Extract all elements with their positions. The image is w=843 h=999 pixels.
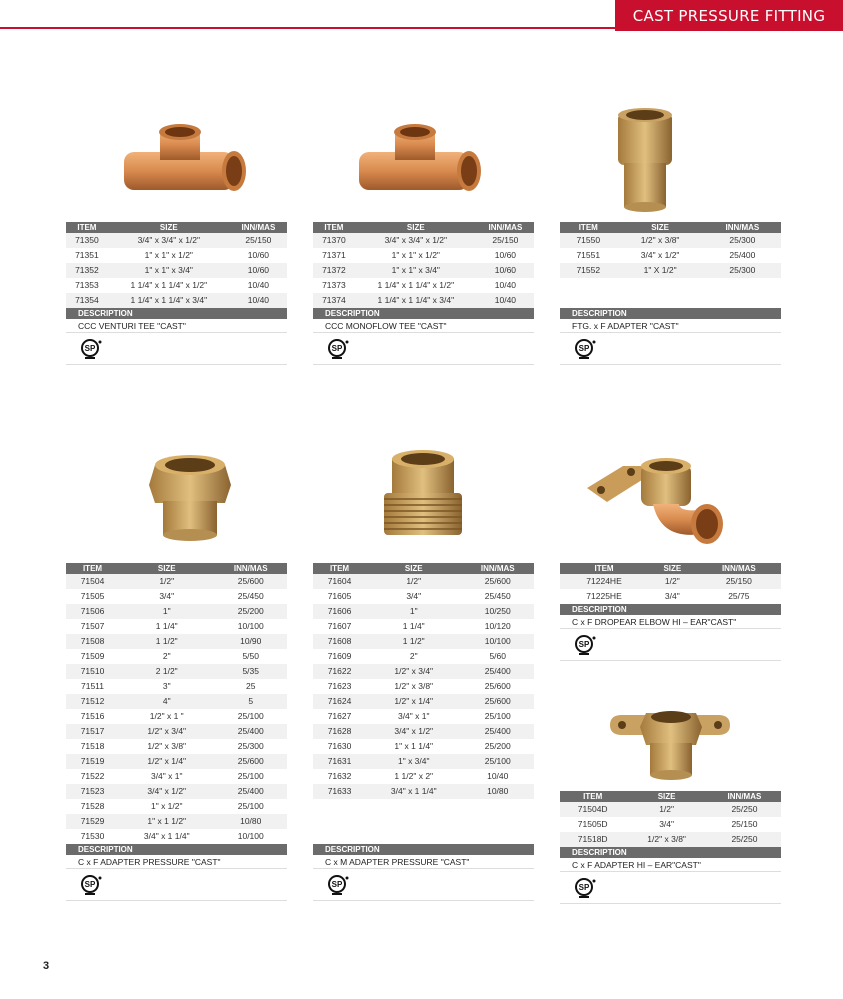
cxf-adapter-image <box>145 445 235 545</box>
table-row <box>66 814 287 829</box>
inn-mas-cell: 25/400 <box>461 664 534 679</box>
table-row <box>313 619 534 634</box>
size-cell: 1/2" <box>625 802 708 817</box>
inn-mas-cell: 25/100 <box>214 709 287 724</box>
size-cell: 2" <box>119 649 214 664</box>
item-cell: 71623 <box>313 679 366 694</box>
table-row <box>313 604 534 619</box>
inn-mas-cell: 25/75 <box>697 589 781 604</box>
table-row <box>313 679 534 694</box>
table-row <box>313 694 534 709</box>
column-item: ITEM <box>66 563 119 574</box>
table-row <box>313 263 534 278</box>
spec-table <box>560 222 781 278</box>
table-row <box>313 769 534 784</box>
item-cell: 71510 <box>66 664 119 679</box>
inn-mas-cell: 10/80 <box>214 814 287 829</box>
size-cell: 1/2" x 3/4" <box>366 664 461 679</box>
product-block-hi-ear-adapter <box>560 791 781 904</box>
inn-mas-cell: 25/150 <box>697 574 781 589</box>
size-cell: 1/2" x 3/8" <box>119 739 214 754</box>
svg-text:SP: SP <box>331 344 343 353</box>
size-cell: 1" <box>366 604 461 619</box>
description-header: DESCRIPTION <box>313 844 534 855</box>
certification <box>560 333 781 365</box>
inn-mas-cell: 25/200 <box>214 604 287 619</box>
item-cell: 71632 <box>313 769 366 784</box>
table-row <box>313 784 534 799</box>
table-row <box>560 589 781 604</box>
inn-mas-cell: 10/60 <box>477 263 534 278</box>
description-text: CCC VENTURI TEE "CAST" <box>66 319 287 333</box>
size-cell: 3/4" <box>366 589 461 604</box>
csa-certification-icon <box>80 874 104 896</box>
table-row <box>66 619 287 634</box>
table-row <box>66 248 287 263</box>
spec-table <box>313 563 534 799</box>
product-block-ftg-f-adapter <box>560 222 781 365</box>
inn-mas-cell: 25/400 <box>214 724 287 739</box>
item-cell: 71550 <box>560 233 617 248</box>
size-cell: 3/4" x 1 1/4" <box>366 784 461 799</box>
item-cell: 71630 <box>313 739 366 754</box>
csa-certification-icon <box>574 338 598 360</box>
size-cell: 1/2" x 3/4" <box>119 724 214 739</box>
page-title: CAST PRESSURE FITTING <box>615 0 843 31</box>
svg-text:SP: SP <box>84 344 96 353</box>
inn-mas-cell: 10/40 <box>461 769 534 784</box>
size-cell: 3/4" x 1/2" <box>366 724 461 739</box>
size-cell: 3" <box>119 679 214 694</box>
size-cell: 1" x 1" x 3/4" <box>108 263 230 278</box>
table-row <box>313 634 534 649</box>
item-cell: 71604 <box>313 574 366 589</box>
certification <box>313 869 534 901</box>
inn-mas-cell: 25/150 <box>708 817 781 832</box>
column-size: SIZE <box>119 563 214 574</box>
item-cell: 71371 <box>313 248 355 263</box>
inn-mas-cell: 10/60 <box>230 263 287 278</box>
table-row <box>66 664 287 679</box>
item-cell: 71622 <box>313 664 366 679</box>
csa-certification-icon <box>327 874 351 896</box>
inn-mas-cell: 10/80 <box>461 784 534 799</box>
size-cell: 4" <box>119 694 214 709</box>
table-row <box>66 589 287 604</box>
table-row <box>560 248 781 263</box>
size-cell: 1 1/4" <box>366 619 461 634</box>
size-cell: 1" X 1/2" <box>617 263 704 278</box>
item-cell: 71633 <box>313 784 366 799</box>
inn-mas-cell: 10/40 <box>230 278 287 293</box>
size-cell: 3/4" x 1/2" <box>119 784 214 799</box>
column-inn-mas: INN/MAS <box>708 791 781 802</box>
column-size: SIZE <box>648 563 697 574</box>
svg-text:SP: SP <box>331 880 343 889</box>
item-cell: 71225HE <box>560 589 648 604</box>
item-cell: 71504 <box>66 574 119 589</box>
certification <box>313 333 534 365</box>
size-cell: 1 1/4" x 1 1/4" x 1/2" <box>108 278 230 293</box>
table-row <box>66 739 287 754</box>
column-size: SIZE <box>617 222 704 233</box>
item-cell: 71506 <box>66 604 119 619</box>
description-header: DESCRIPTION <box>313 308 534 319</box>
inn-mas-cell: 25/100 <box>214 769 287 784</box>
inn-mas-cell: 10/100 <box>461 634 534 649</box>
size-cell: 1/2" x 3/8" <box>617 233 704 248</box>
spec-table <box>560 791 781 847</box>
table-row <box>313 574 534 589</box>
size-cell: 1 1/4" x 1 1/4" x 3/4" <box>355 293 477 308</box>
item-cell: 71552 <box>560 263 617 278</box>
description-text: C x F ADAPTER PRESSURE "CAST" <box>66 855 287 869</box>
table-row <box>66 679 287 694</box>
item-cell: 71372 <box>313 263 355 278</box>
size-cell: 1/2" <box>648 574 697 589</box>
size-cell: 1/2" x 3/8" <box>625 832 708 847</box>
size-cell: 1 1/4" x 1 1/4" x 3/4" <box>108 293 230 308</box>
description-header: DESCRIPTION <box>66 308 287 319</box>
size-cell: 1" x 1" x 1/2" <box>355 248 477 263</box>
inn-mas-cell: 5 <box>214 694 287 709</box>
inn-mas-cell: 5/60 <box>461 649 534 664</box>
inn-mas-cell: 25/400 <box>461 724 534 739</box>
certification <box>66 869 287 901</box>
item-cell: 71631 <box>313 754 366 769</box>
product-block-venturi-tee <box>66 222 287 365</box>
item-cell: 71607 <box>313 619 366 634</box>
size-cell: 1" <box>119 604 214 619</box>
item-cell: 71530 <box>66 829 119 844</box>
column-inn-mas: INN/MAS <box>704 222 781 233</box>
description-header: DESCRIPTION <box>560 604 781 615</box>
item-cell: 71605 <box>313 589 366 604</box>
column-item: ITEM <box>560 791 625 802</box>
description-text: C x M ADAPTER PRESSURE "CAST" <box>313 855 534 869</box>
item-cell: 71505D <box>560 817 625 832</box>
description-text: C x F ADAPTER HI – EAR"CAST" <box>560 858 781 872</box>
item-cell: 71516 <box>66 709 119 724</box>
item-cell: 71354 <box>66 293 108 308</box>
description-header: DESCRIPTION <box>560 847 781 858</box>
inn-mas-cell: 25/100 <box>461 754 534 769</box>
column-size: SIZE <box>355 222 477 233</box>
item-cell: 71504D <box>560 802 625 817</box>
size-cell: 1 1/2" <box>119 634 214 649</box>
table-row <box>66 574 287 589</box>
inn-mas-cell: 25/600 <box>461 679 534 694</box>
inn-mas-cell: 10/120 <box>461 619 534 634</box>
table-row <box>66 263 287 278</box>
table-row <box>313 724 534 739</box>
size-cell: 3/4" x 1" <box>119 769 214 784</box>
certification <box>560 629 781 661</box>
table-row <box>66 709 287 724</box>
item-cell: 71529 <box>66 814 119 829</box>
table-row <box>66 799 287 814</box>
size-cell: 1/2" x 3/8" <box>366 679 461 694</box>
item-cell: 71551 <box>560 248 617 263</box>
svg-text:SP: SP <box>578 640 590 649</box>
csa-certification-icon <box>327 338 351 360</box>
table-row <box>313 233 534 248</box>
column-inn-mas: INN/MAS <box>461 563 534 574</box>
size-cell: 3/4" x 3/4" x 1/2" <box>355 233 477 248</box>
item-cell: 71517 <box>66 724 119 739</box>
size-cell: 1" x 1 1/2" <box>119 814 214 829</box>
csa-certification-icon <box>574 877 598 899</box>
table-row <box>560 263 781 278</box>
item-cell: 71511 <box>66 679 119 694</box>
inn-mas-cell: 25/400 <box>704 248 781 263</box>
venturi-tee-image <box>118 122 248 202</box>
column-inn-mas: INN/MAS <box>697 563 781 574</box>
table-row <box>66 649 287 664</box>
spec-table <box>66 222 287 308</box>
inn-mas-cell: 25/200 <box>461 739 534 754</box>
column-item: ITEM <box>560 563 648 574</box>
table-row <box>313 649 534 664</box>
inn-mas-cell: 25/600 <box>214 574 287 589</box>
table-row <box>66 784 287 799</box>
size-cell: 2" <box>366 649 461 664</box>
inn-mas-cell: 25/600 <box>214 754 287 769</box>
table-row <box>66 293 287 308</box>
table-row <box>313 248 534 263</box>
column-size: SIZE <box>625 791 708 802</box>
table-row <box>66 694 287 709</box>
table-row <box>560 817 781 832</box>
item-cell: 71351 <box>66 248 108 263</box>
table-row <box>313 278 534 293</box>
monoflow-tee-image <box>353 122 483 202</box>
size-cell: 3/4" x 3/4" x 1/2" <box>108 233 230 248</box>
page-number: 3 <box>43 960 50 972</box>
size-cell: 1" x 3/4" <box>366 754 461 769</box>
description-header: DESCRIPTION <box>560 308 781 319</box>
item-cell: 71509 <box>66 649 119 664</box>
inn-mas-cell: 25/250 <box>708 802 781 817</box>
table-row <box>313 589 534 604</box>
inn-mas-cell: 25/600 <box>461 574 534 589</box>
product-block-cxm-adapter <box>313 563 534 901</box>
size-cell: 3/4" <box>648 589 697 604</box>
inn-mas-cell: 10/60 <box>230 248 287 263</box>
inn-mas-cell: 25/600 <box>461 694 534 709</box>
table-row <box>66 233 287 248</box>
svg-text:SP: SP <box>84 880 96 889</box>
column-item: ITEM <box>313 222 355 233</box>
csa-certification-icon <box>574 634 598 656</box>
inn-mas-cell: 10/100 <box>214 829 287 844</box>
size-cell: 1/2" x 1/4" <box>119 754 214 769</box>
item-cell: 71522 <box>66 769 119 784</box>
item-cell: 71508 <box>66 634 119 649</box>
table-row <box>560 802 781 817</box>
description-text: FTG. x F ADAPTER "CAST" <box>560 319 781 333</box>
size-cell: 3/4" x 1 1/4" <box>119 829 214 844</box>
column-inn-mas: INN/MAS <box>477 222 534 233</box>
size-cell: 1 1/2" <box>366 634 461 649</box>
column-size: SIZE <box>108 222 230 233</box>
table-row <box>66 829 287 844</box>
table-row <box>313 664 534 679</box>
table-row <box>66 634 287 649</box>
description-text: C x F DROPEAR ELBOW HI – EAR"CAST" <box>560 615 781 629</box>
inn-mas-cell: 10/40 <box>230 293 287 308</box>
item-cell: 71352 <box>66 263 108 278</box>
table-row <box>313 293 534 308</box>
item-cell: 71373 <box>313 278 355 293</box>
item-cell: 71505 <box>66 589 119 604</box>
product-block-dropear-elbow <box>560 563 781 661</box>
inn-mas-cell: 25/300 <box>214 739 287 754</box>
column-size: SIZE <box>366 563 461 574</box>
table-row <box>560 233 781 248</box>
inn-mas-cell: 25/150 <box>477 233 534 248</box>
size-cell: 1 1/4" x 1 1/4" x 1/2" <box>355 278 477 293</box>
item-cell: 71624 <box>313 694 366 709</box>
size-cell: 1/2" <box>119 574 214 589</box>
table-row <box>66 754 287 769</box>
item-cell: 71518D <box>560 832 625 847</box>
inn-mas-cell: 10/100 <box>214 619 287 634</box>
inn-mas-cell: 25/100 <box>214 799 287 814</box>
spec-table <box>66 563 287 844</box>
inn-mas-cell: 10/60 <box>477 248 534 263</box>
table-row <box>66 724 287 739</box>
item-cell: 71507 <box>66 619 119 634</box>
size-cell: 3/4" x 1/2" <box>617 248 704 263</box>
table-row <box>66 604 287 619</box>
certification <box>66 333 287 365</box>
inn-mas-cell: 25/450 <box>461 589 534 604</box>
cxm-adapter-image <box>378 445 468 545</box>
item-cell: 71606 <box>313 604 366 619</box>
column-item: ITEM <box>313 563 366 574</box>
spec-table <box>560 563 781 604</box>
product-block-monoflow-tee <box>313 222 534 365</box>
item-cell: 71523 <box>66 784 119 799</box>
spec-table <box>313 222 534 308</box>
size-cell: 1 1/4" <box>119 619 214 634</box>
inn-mas-cell: 10/40 <box>477 293 534 308</box>
inn-mas-cell: 25/300 <box>704 263 781 278</box>
size-cell: 1" x 1/2" <box>119 799 214 814</box>
size-cell: 1/2" x 1/4" <box>366 694 461 709</box>
size-cell: 1" x 1 1/4" <box>366 739 461 754</box>
inn-mas-cell: 25 <box>214 679 287 694</box>
csa-certification-icon <box>80 338 104 360</box>
size-cell: 1/2" <box>366 574 461 589</box>
item-cell: 71370 <box>313 233 355 248</box>
table-row <box>313 709 534 724</box>
item-cell: 71374 <box>313 293 355 308</box>
size-cell: 2 1/2" <box>119 664 214 679</box>
size-cell: 1" x 1" x 1/2" <box>108 248 230 263</box>
svg-text:SP: SP <box>578 344 590 353</box>
table-row <box>560 832 781 847</box>
inn-mas-cell: 25/100 <box>461 709 534 724</box>
column-item: ITEM <box>560 222 617 233</box>
size-cell: 3/4" <box>625 817 708 832</box>
table-row <box>66 278 287 293</box>
size-cell: 3/4" x 1" <box>366 709 461 724</box>
size-cell: 1" x 1" x 3/4" <box>355 263 477 278</box>
inn-mas-cell: 25/150 <box>230 233 287 248</box>
description-header: DESCRIPTION <box>66 844 287 855</box>
inn-mas-cell: 25/400 <box>214 784 287 799</box>
inn-mas-cell: 25/450 <box>214 589 287 604</box>
item-cell: 71512 <box>66 694 119 709</box>
inn-mas-cell: 10/250 <box>461 604 534 619</box>
table-row <box>313 754 534 769</box>
item-cell: 71528 <box>66 799 119 814</box>
item-cell: 71628 <box>313 724 366 739</box>
size-cell: 1/2" x 1 " <box>119 709 214 724</box>
inn-mas-cell: 5/35 <box>214 664 287 679</box>
size-cell: 1 1/2" x 2" <box>366 769 461 784</box>
description-text: CCC MONOFLOW TEE "CAST" <box>313 319 534 333</box>
hi-ear-adapter-image <box>606 705 736 785</box>
item-cell: 71518 <box>66 739 119 754</box>
item-cell: 71627 <box>313 709 366 724</box>
column-item: ITEM <box>66 222 108 233</box>
inn-mas-cell: 5/50 <box>214 649 287 664</box>
item-cell: 71609 <box>313 649 366 664</box>
item-cell: 71608 <box>313 634 366 649</box>
svg-text:SP: SP <box>578 883 590 892</box>
table-row <box>313 739 534 754</box>
certification <box>560 872 781 904</box>
item-cell: 71224HE <box>560 574 648 589</box>
column-inn-mas: INN/MAS <box>230 222 287 233</box>
size-cell: 3/4" <box>119 589 214 604</box>
item-cell: 71353 <box>66 278 108 293</box>
inn-mas-cell: 25/250 <box>708 832 781 847</box>
column-inn-mas: INN/MAS <box>214 563 287 574</box>
product-block-cxf-adapter <box>66 563 287 901</box>
ftg-f-adapter-image <box>610 105 680 215</box>
item-cell: 71350 <box>66 233 108 248</box>
table-row <box>560 574 781 589</box>
inn-mas-cell: 10/40 <box>477 278 534 293</box>
item-cell: 71519 <box>66 754 119 769</box>
inn-mas-cell: 10/90 <box>214 634 287 649</box>
dropear-elbow-image <box>583 448 733 553</box>
inn-mas-cell: 25/300 <box>704 233 781 248</box>
table-row <box>66 769 287 784</box>
